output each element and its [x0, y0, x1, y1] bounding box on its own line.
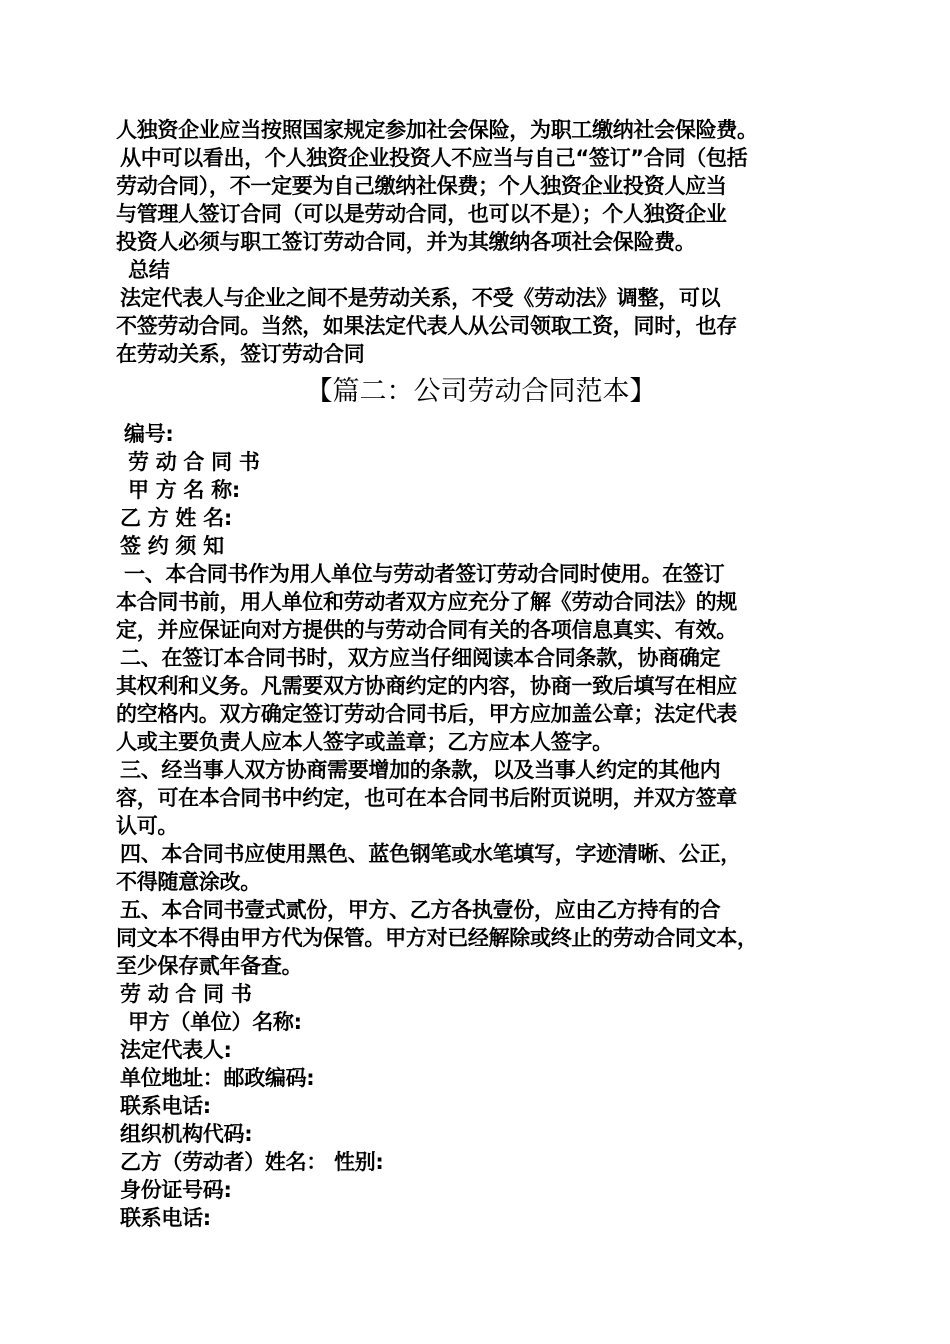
- party-a-phone-field: 联系电话:: [120, 1094, 211, 1118]
- document-page: [116, 116, 846, 1232]
- notice-line: 至少保存贰年备查。: [116, 954, 303, 978]
- section-heading: 【篇二：公司劳动合同范本】: [305, 376, 657, 407]
- party-b-phone-field: 联系电话:: [120, 1206, 211, 1230]
- party-b-name-gender-field: 乙方（劳动者）姓名： 性别:: [120, 1150, 384, 1174]
- notice-line: 不得随意涂改。: [116, 870, 261, 894]
- notice-line: 人或主要负责人应本人签字或盖章；乙方应本人签字。: [116, 730, 613, 754]
- notice-line: 一、本合同书作为用人单位与劳动者签订劳动合同时使用。在签订: [124, 562, 725, 586]
- contract-number-label: 编号:: [124, 422, 174, 446]
- notice-title: 签 约 须 知: [120, 534, 224, 558]
- notice-line: 容，可在本合同书中约定，也可在本合同书后附页说明，并双方签章: [116, 786, 737, 810]
- address-postcode-field: 单位地址：邮政编码:: [120, 1066, 315, 1090]
- notice-line: 五、本合同书壹式贰份，甲方、乙方各执壹份，应由乙方持有的合: [120, 898, 721, 922]
- party-a-name-label: 甲 方 名 称:: [128, 478, 240, 502]
- notice-line: 的空格内。双方确定签订劳动合同书后，甲方应加盖公章；法定代表: [116, 702, 737, 726]
- paragraph-line: 劳动合同），不一定要为自己缴纳社保费；个人独资企业投资人应当: [116, 174, 727, 198]
- paragraph-line: 投资人必须与职工签订劳动合同，并为其缴纳各项社会保险费。: [116, 230, 696, 254]
- notice-line: 四、本合同书应使用黑色、蓝色钢笔或水笔填写，字迹清晰、公正，: [120, 842, 741, 866]
- contract-cover-title: 劳 动 合 同 书: [128, 450, 260, 474]
- id-number-field: 身份证号码:: [120, 1178, 232, 1202]
- paragraph-line: 与管理人签订合同（可以是劳动合同，也可以不是）；个人独资企业: [116, 202, 727, 226]
- party-b-name-label: 乙 方 姓 名:: [120, 506, 232, 530]
- summary-line: 法定代表人与企业之间不是劳动关系，不受《劳动法》调整，可以: [120, 286, 721, 310]
- notice-line: 其权利和义务。凡需要双方协商约定的内容，协商一致后填写在相应: [116, 674, 737, 698]
- notice-line: 二、在签订本合同书时，双方应当仔细阅读本合同条款，协商确定: [120, 646, 721, 670]
- legal-representative-field: 法定代表人:: [120, 1038, 232, 1062]
- notice-line: 认可。: [116, 814, 179, 838]
- notice-line: 定，并应保证向对方提供的与劳动合同有关的各项信息真实、有效。: [116, 618, 737, 642]
- org-code-field: 组织机构代码:: [120, 1122, 253, 1146]
- summary-line: 不签劳动合同。当然，如果法定代表人从公司领取工资，同时，也存: [116, 314, 737, 338]
- summary-title: 总结: [128, 258, 170, 282]
- notice-line: 同文本不得由甲方代为保管。甲方对已经解除或终止的劳动合同文本，: [116, 926, 758, 950]
- form-title: 劳 动 合 同 书: [120, 982, 252, 1006]
- summary-line: 在劳动关系，签订劳动合同: [116, 342, 365, 366]
- paragraph-line: 人独资企业应当按照国家规定参加社会保险，为职工缴纳社会保险费。: [116, 118, 758, 142]
- paragraph-line: 从中可以看出，个人独资企业投资人不应当与自己“签订”合同（包括: [120, 146, 748, 170]
- notice-line: 三、经当事人双方协商需要增加的条款，以及当事人约定的其他内: [120, 758, 721, 782]
- notice-line: 本合同书前，用人单位和劳动者双方应充分了解《劳动合同法》的规: [116, 590, 737, 614]
- party-a-unit-name-field: 甲方（单位）名称:: [128, 1010, 302, 1034]
